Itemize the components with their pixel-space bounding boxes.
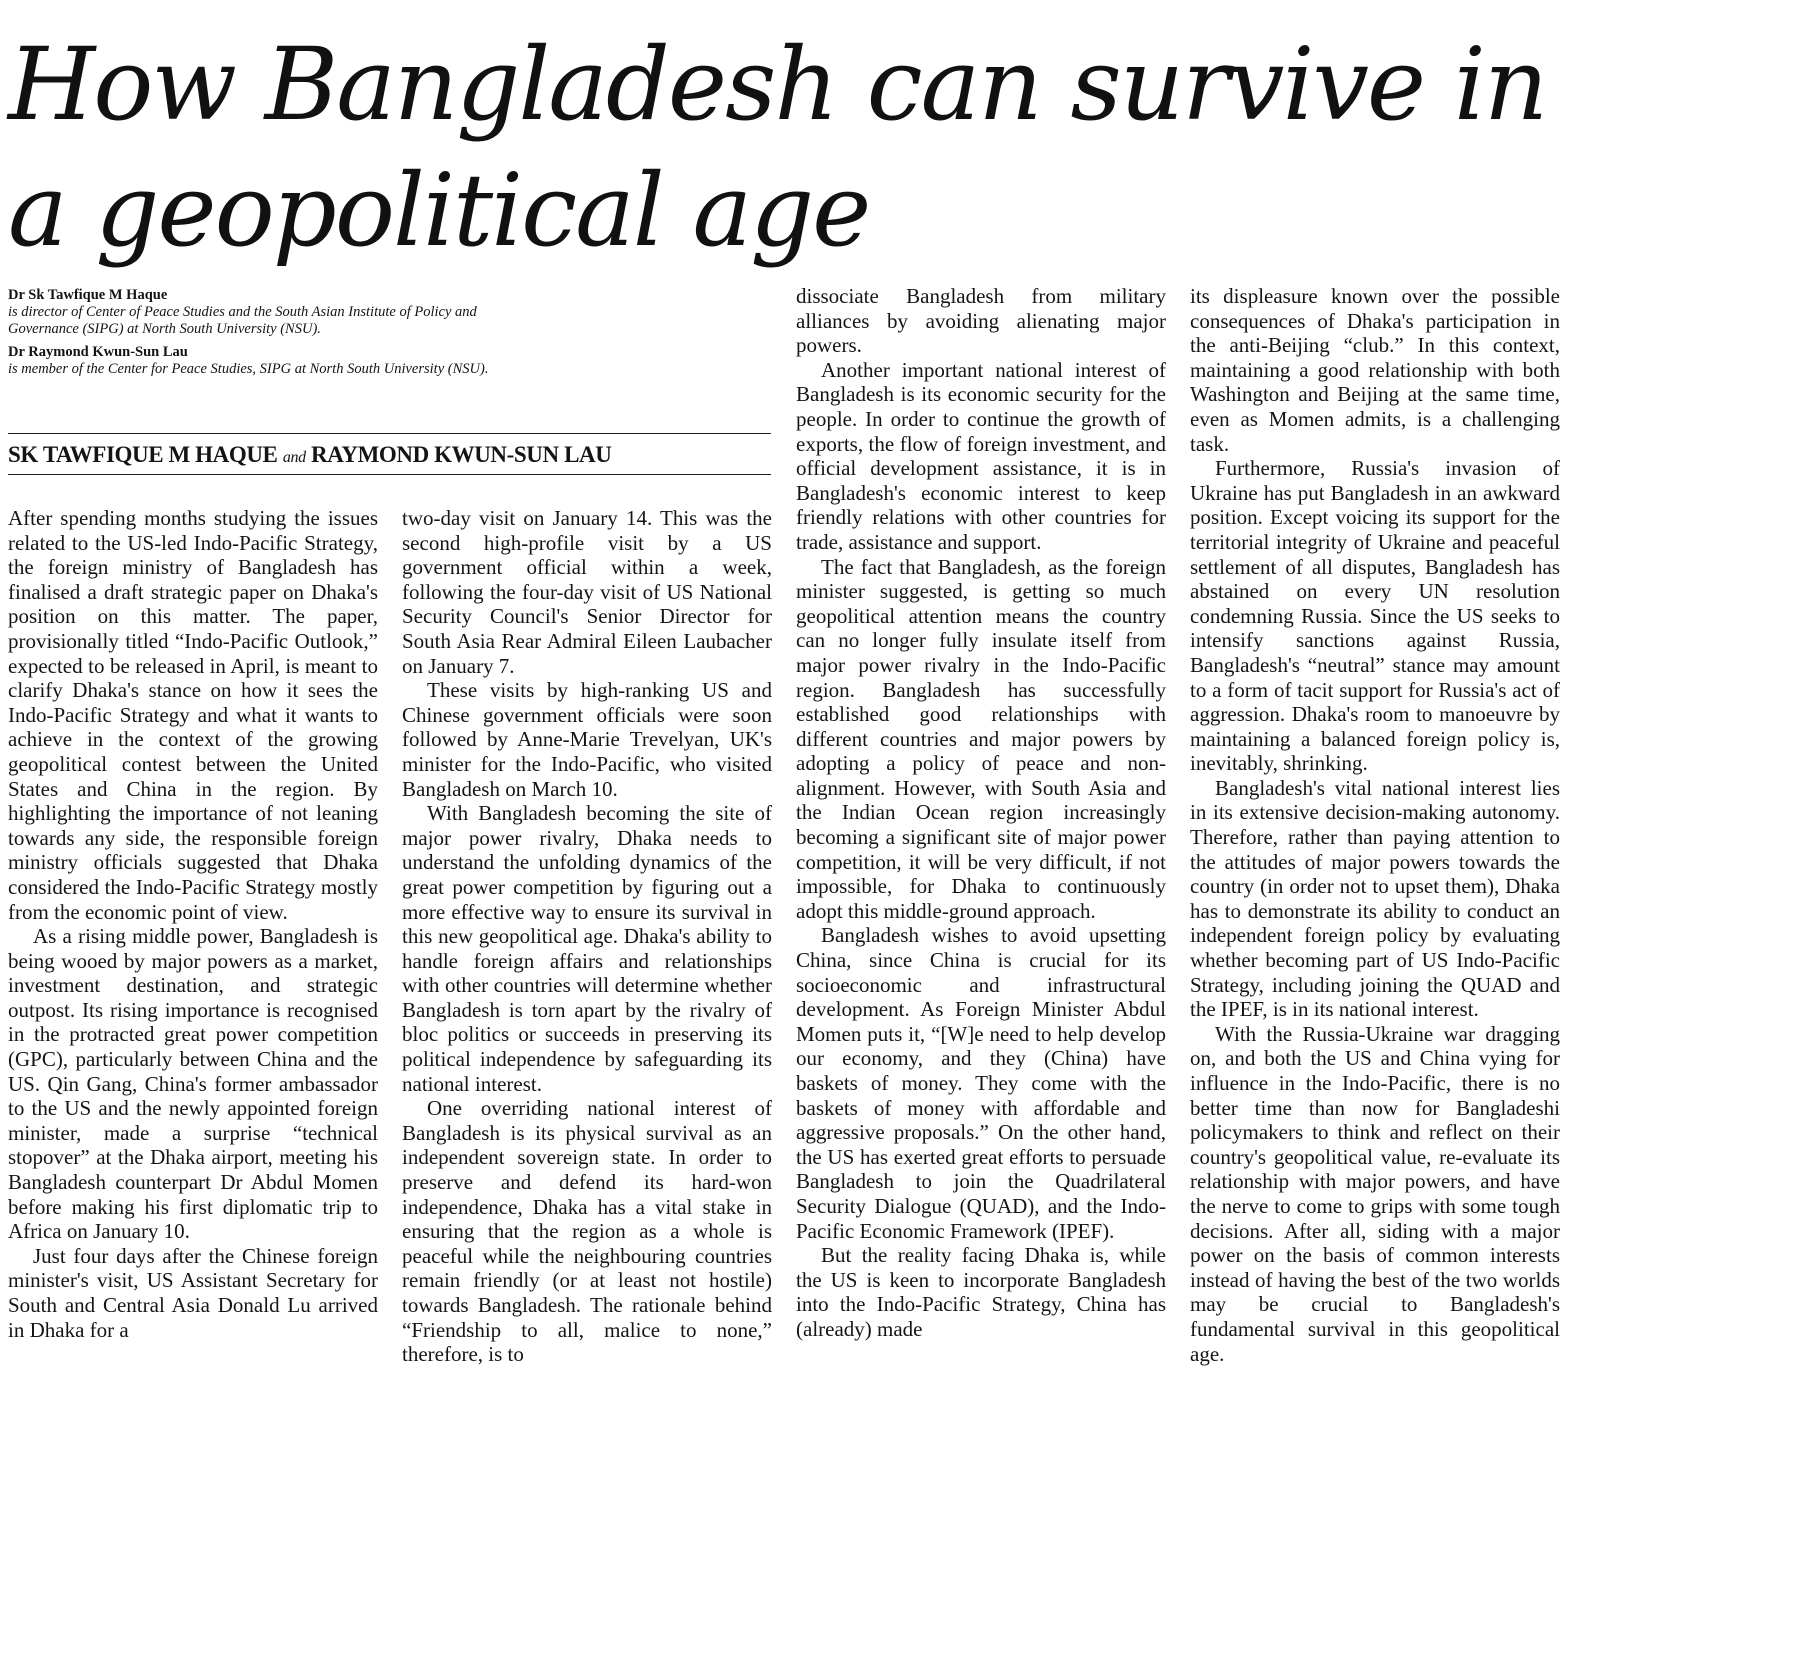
paragraph: two-day visit on January 14. This was the second high-profile visit by a US government official within a week, following the four-day visit of US National Security Council's Senior Director for South Asia Rear Admiral Eileen Laubacher on January 7. bbox=[402, 506, 772, 678]
paragraph: Bangladesh's vital national interest lies in its extensive decision-making autonomy. Therefore, rather than paying attention to the attitudes of major powers towards the country (in order not to upset them), Dhaka has to demonstrate its ability to conduct an independent foreign policy by evaluating whether becoming part of US Indo-Pacific Strategy, including joining the QUAD and the IPEF, is in its national interest. bbox=[1190, 775, 1560, 1022]
paragraph: These visits by high-ranking US and Chinese government officials were soon followed by Anne-Marie Trevelyan, UK's minister for the Indo-Pacific, who visited Bangladesh on March 10. bbox=[402, 678, 772, 801]
article-column-1 bbox=[8, 506, 378, 1342]
paragraph: But the reality facing Dhaka is, while the US is keen to incorporate Bangladesh into the Indo-Pacific Strategy, China has (already) made bbox=[796, 1243, 1166, 1341]
author-name: Dr Raymond Kwun-Sun Lau bbox=[8, 344, 188, 360]
author-bio: is director of Center of Peace Studies and the South Asian Institute of Policy and Governance (SIPG) at North South University (NSU). bbox=[8, 304, 477, 337]
paragraph: With Bangladesh becoming the site of major power rivalry, Dhaka needs to understand the unfolding dynamics of the great power competition by figuring out a more effective way to ensure its survival in this new geopolitical age. Dhaka's ability to handle foreign affairs and relationships with other countries will determine whether Bangladesh is torn apart by the rivalry of bloc politics or succeeds in preserving its political independence by safeguarding its national interest. bbox=[402, 801, 772, 1096]
article-column-3 bbox=[796, 284, 1166, 1342]
author-bio: is member of the Center for Peace Studies, SIPG at North South University (NSU). bbox=[8, 361, 489, 377]
article-column-4 bbox=[1190, 284, 1560, 1366]
byline-author-2: RAYMOND KWUN-SUN LAU bbox=[311, 442, 612, 467]
paragraph: After spending months studying the issues related to the US-led Indo-Pacific Strategy, the foreign ministry of Bangladesh has finalised a draft strategic paper on Dhaka's position on this matter. The paper, provisionally titled “Indo-Pacific Outlook,” expected to be released in April, is meant to clarify Dhaka's stance on how it sees the Indo-Pacific Strategy and what it wants to achieve in the context of the growing geopolitical contest between the United States and China in the region. By highlighting the importance of not leaning towards any side, the responsible foreign ministry officials suggested that Dhaka considered the Indo-Pacific Strategy mostly from the economic point of view. bbox=[8, 506, 378, 924]
paragraph: its displeasure known over the possible consequences of Dhaka's participation in the anti-Beijing “club.” In this context, maintaining a good relationship with both Washington and Beijing at the same time, even as Momen admits, is a challenging task. bbox=[1190, 284, 1560, 456]
byline-bottom-rule bbox=[8, 474, 771, 475]
paragraph: Furthermore, Russia's invasion of Ukraine has put Bangladesh in an awkward position. Except voicing its support for the territorial integrity of Ukraine and peaceful settlement of all disputes, Bangladesh has abstained on every UN resolution condemning Russia. Since the US seeks to intensify sanctions against Russia, Bangladesh's “neutral” stance may amount to a form of tacit support for Russia's act of aggression. Dhaka's room to manoeuvre by maintaining a balanced foreign policy is, inevitably, shrinking. bbox=[1190, 456, 1560, 776]
paragraph: One overriding national interest of Bangladesh is its physical survival as an independent sovereign state. In order to preserve and defend its hard-won independence, Dhaka has a vital stake in ensuring that the region as a whole is peaceful while the neighbouring countries remain friendly (or at least not hostile) towards Bangladesh. The rationale behind “Friendship to all, malice to none,” therefore, is to bbox=[402, 1096, 772, 1367]
author-name: Dr Sk Tawfique M Haque bbox=[8, 287, 168, 303]
author-notes bbox=[8, 287, 548, 384]
paragraph: dissociate Bangladesh from military alliances by avoiding alienating major powers. bbox=[796, 284, 1166, 358]
author-note bbox=[8, 287, 548, 338]
article-column-2 bbox=[402, 506, 772, 1367]
paragraph: Another important national interest of Bangladesh is its economic security for the people. In order to continue the growth of exports, the flow of foreign investment, and official development assistance, it is in Bangladesh's economic interest to keep friendly relations with other countries for trade, assistance and support. bbox=[796, 357, 1166, 554]
paragraph: As a rising middle power, Bangladesh is being wooed by major powers as a market, investment destination, and strategic outpost. Its rising importance is recognised in the protracted great power competition (GPC), particularly between China and the US. Qin Gang, China's former ambassador to the US and the newly appointed foreign minister, made a surprise “technical stopover” at the Dhaka airport, meeting his Bangladesh counterpart Dr Abdul Momen before making his first diplomatic trip to Africa on January 10. bbox=[8, 924, 378, 1244]
byline-joiner: and bbox=[282, 449, 306, 466]
byline-author-1: SK TAWFIQUE M HAQUE bbox=[8, 442, 278, 467]
headline: How Bangladesh can survive in a geopolitical age bbox=[8, 26, 1547, 269]
author-note bbox=[8, 344, 548, 378]
paragraph: With the Russia-Ukraine war dragging on, and both the US and China vying for influence in the Indo-Pacific, there is no better time than now for Bangladeshi policymakers to think and reflect on their country's geopolitical value, re-evaluate its relationship with major powers, and have the nerve to come to grips with some tough decisions. After all, siding with a major power on the basis of common interests instead of having the best of the two worlds may be crucial to Bangladesh's fundamental survival in this geopolitical age. bbox=[1190, 1021, 1560, 1366]
paragraph: Bangladesh wishes to avoid upsetting China, since China is crucial for its socioeconomic and infrastructural development. As Foreign Minister Abdul Momen puts it, “[W]e need to help develop our economy, and they (China) have baskets of money. They come with the baskets of money with affordable and aggressive proposals.” On the other hand, the US has exerted great efforts to persuade Bangladesh to join the Quadrilateral Security Dialogue (QUAD), and the Indo-Pacific Economic Framework (IPEF). bbox=[796, 923, 1166, 1243]
paragraph: The fact that Bangladesh, as the foreign minister suggested, is getting so much geopolitical attention means the country can no longer fully insulate itself from major power rivalry in the Indo-Pacific region. Bangladesh has successfully established good relationships with different countries and major powers by adopting a policy of peace and non-alignment. However, with South Asia and the Indian Ocean region increasingly becoming a significant site of major power competition, it will be very difficult, if not impossible, for Dhaka to continuously adopt this middle-ground approach. bbox=[796, 554, 1166, 923]
paragraph: Just four days after the Chinese foreign minister's visit, US Assistant Secretary for South and Central Asia Donald Lu arrived in Dhaka for a bbox=[8, 1243, 378, 1342]
byline-top-rule bbox=[8, 433, 771, 434]
byline bbox=[8, 440, 771, 473]
